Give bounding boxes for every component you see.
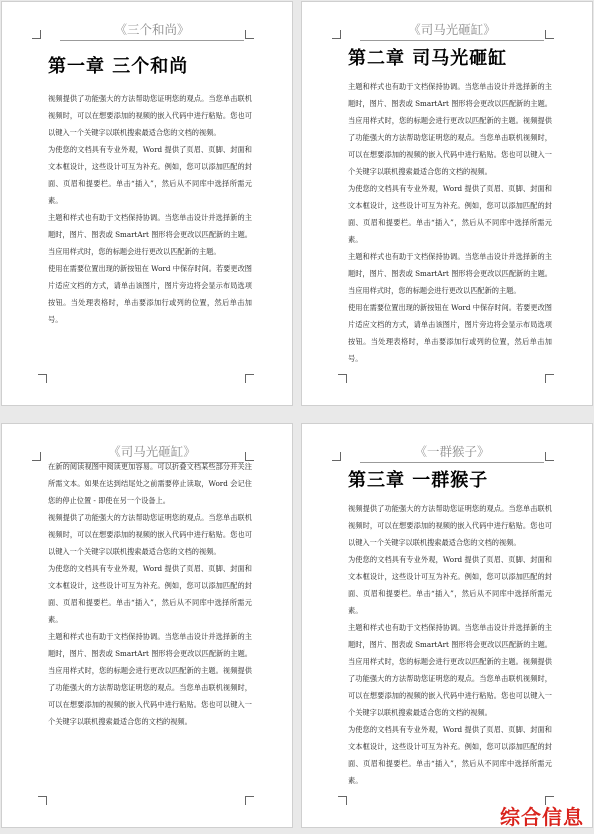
document-page-3 — [2, 424, 292, 827]
paragraph: 为使您的文档具有专业外观，Word 提供了页眉、页脚、封面和文本框设计，这些设计可互为补充。例如，您可以添加匹配的封面、页眉和提要栏。单击“插入”，然后从不同库中选择所需元素。 — [48, 564, 252, 624]
crop-mark — [545, 30, 554, 39]
document-page-2 — [302, 2, 592, 405]
crop-mark — [338, 374, 347, 383]
chapter-title: 第一章 三个和尚 — [48, 56, 189, 77]
paragraph: 主题和样式也有助于文档保持协调。当您单击设计并选择新的主题时，图片、图表或 SmartArt 图形将会更改以匹配新的主题。当应用样式时，您的标题会进行更改以匹配新的主题。 — [48, 213, 252, 256]
document-page-1 — [2, 2, 292, 405]
crop-mark — [32, 30, 41, 39]
paragraph: 为使您的文档具有专业外观，Word 提供了页眉、页脚、封面和文本框设计，这些设计可互为补充。例如，您可以添加匹配的封面、页眉和提要栏。单击“插入”，然后从不同库中选择所需元素。 — [48, 145, 252, 205]
paragraph: 使用在需要位置出现的新按钮在 Word 中保存时间。若要更改图片适应文档的方式，请单击该图片，图片旁边将会显示布局选项按钮。当处理表格时，单击要添加行或列的位置，然后单击加号。 — [348, 303, 552, 363]
paragraph: 在新的阅读视图中阅读更加容易。可以折叠文档某些部分并关注所需文本。如果在达到结尾处之前需要停止读取，Word 会记住您的停止位置 - 即使在另一个设备上。 — [48, 462, 252, 505]
crop-mark — [38, 374, 47, 383]
paragraph: 视频提供了功能强大的方法帮助您证明您的观点。当您单击联机视频时，可以在想要添加的视频的嵌入代码中进行粘贴。您也可以键入一个关键字以联机搜索最适合您的文档的视频。 — [48, 513, 252, 556]
paragraph: 使用在需要位置出现的新按钮在 Word 中保存时间。若要更改图片适应文档的方式，请单击该图片，图片旁边将会显示布局选项按钮。当处理表格时，单击要添加行或列的位置，然后单击加号。 — [48, 264, 252, 324]
chapter-title: 第二章 司马光砸缸 — [348, 48, 508, 69]
crop-mark — [332, 452, 341, 461]
page-body — [348, 500, 552, 789]
paragraph: 为使您的文档具有专业外观，Word 提供了页眉、页脚、封面和文本框设计，这些设计可互为补充。例如，您可以添加匹配的封面、页眉和提要栏。单击“插入”，然后从不同库中选择所需元素。 — [348, 555, 552, 615]
crop-mark — [245, 796, 254, 805]
paragraph: 视频提供了功能强大的方法帮助您证明您的观点。当您单击联机视频时，可以在想要添加的视频的嵌入代码中进行粘贴。您也可以键入一个关键字以联机搜索最适合您的文档的视频。 — [48, 94, 252, 137]
document-page-4 — [302, 424, 592, 827]
paragraph: 主题和样式也有助于文档保持协调。当您单击设计并选择新的主题时，图片、图表或 SmartArt 图形将会更改以匹配新的主题。当应用样式时，您的标题会进行更改以匹配新的主题。 — [348, 252, 552, 295]
paragraph: 主题和样式也有助于文档保持协调。当您单击设计并选择新的主题时，图片、图表或 SmartArt 图形将会更改以匹配新的主题。当应用样式时，您的标题会进行更改以匹配新的主题。视频提供了功能强大的方法帮助您证明您的观点。当您单击联机视频时，可以在想要添加的视频的嵌入代码中进行粘贴。您也可以键入一个关键字以联机搜索最适合您的文档的视频。 — [348, 623, 552, 717]
page-header: 《司马光砸缸》 — [360, 20, 544, 41]
paragraph: 为使您的文档具有专业外观，Word 提供了页眉、页脚、封面和文本框设计，这些设计可互为补充。例如，您可以添加匹配的封面、页眉和提要栏。单击“插入”，然后从不同库中选择所需元素。 — [348, 725, 552, 785]
page-body — [48, 90, 252, 328]
crop-mark — [245, 30, 254, 39]
paragraph: 为使您的文档具有专业外观，Word 提供了页眉、页脚、封面和文本框设计，这些设计可互为补充。例如，您可以添加匹配的封面、页眉和提要栏。单击“插入”，然后从不同库中选择所需元素。 — [348, 184, 552, 244]
page-header: 《一群猴子》 — [360, 442, 544, 463]
crop-mark — [38, 796, 47, 805]
crop-mark — [245, 374, 254, 383]
page-header: 《司马光砸缸》 — [60, 442, 244, 463]
page-body — [348, 78, 552, 367]
crop-mark — [245, 452, 254, 461]
paragraph: 视频提供了功能强大的方法帮助您证明您的观点。当您单击联机视频时，可以在想要添加的视频的嵌入代码中进行粘贴。您也可以键入一个关键字以联机搜索最适合您的文档的视频。 — [348, 504, 552, 547]
paragraph: 主题和样式也有助于文档保持协调。当您单击设计并选择新的主题时，图片、图表或 SmartArt 图形将会更改以匹配新的主题。当应用样式时，您的标题会进行更改以匹配新的主题。视频提供了功能强大的方法帮助您证明您的观点。当您单击联机视频时，可以在想要添加的视频的嵌入代码中进行粘贴。您也可以键入一个关键字以联机搜索最适合您的文档的视频。 — [48, 632, 252, 726]
crop-mark — [338, 796, 347, 805]
crop-mark — [545, 452, 554, 461]
paragraph: 主题和样式也有助于文档保持协调。当您单击设计并选择新的主题时，图片、图表或 SmartArt 图形将会更改以匹配新的主题。当应用样式时，您的标题会进行更改以匹配新的主题。视频提供了功能强大的方法帮助您证明您的观点。当您单击联机视频时，可以在想要添加的视频的嵌入代码中进行粘贴。您也可以键入一个关键字以联机搜索最适合您的文档的视频。 — [348, 82, 552, 176]
crop-mark — [545, 374, 554, 383]
watermark-logo: 综合信息 — [500, 805, 584, 829]
crop-mark — [32, 452, 41, 461]
page-header: 《三个和尚》 — [60, 20, 244, 41]
page-body — [48, 458, 252, 730]
chapter-title: 第三章 一群猴子 — [348, 470, 489, 491]
crop-mark — [332, 30, 341, 39]
